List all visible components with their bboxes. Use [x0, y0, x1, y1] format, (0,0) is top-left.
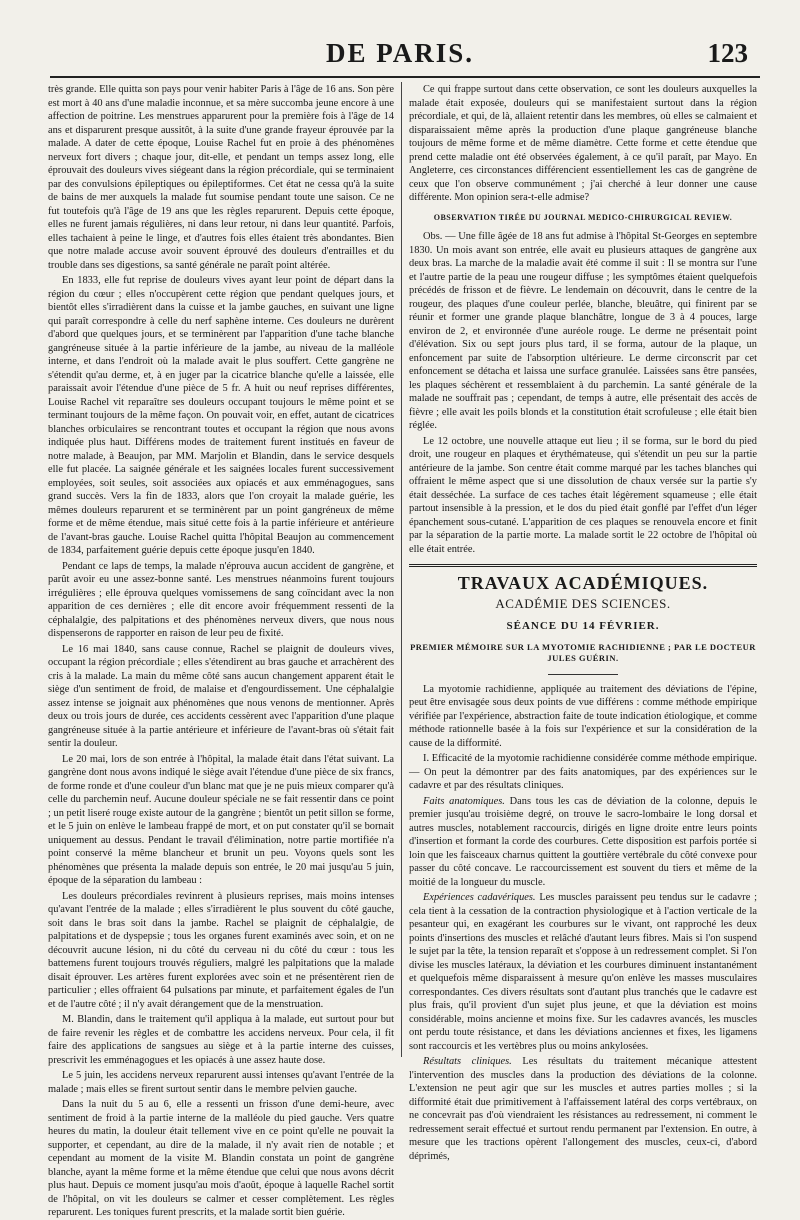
- session-date: SÉANCE DU 14 FÉVRIER.: [506, 620, 660, 632]
- memoir-title: PREMIER MÉMOIRE SUR LA MYOTOMIE RACHIDIENNE ; PAR LE DOCTEUR JULES GUÉRIN.: [410, 641, 756, 663]
- paragraph: Dans la nuit du 5 au 6, elle a ressenti un frisson d'une demi-heure, avec sentiment de froid à la partie interne de la malléole du pied gauche. Vers quatre heures du matin, la douleur était tellement vive en ce point qu'elle ne pouvait la supporter, et cependant, au dire de la malade, il n'y avait rien de notable ; et cependant au moment de la visite M. Blandin constata un point de gangrène blanche, ayant la même forme et la même étendue que celui que nous avons décrit plus haut. Depuis ce moment jusqu'au mois d'août, époque à laquelle Rachel sortit de l'hôpital, on vit les douleurs se calmer et cesser complètement. Les règles reparurent. Les toniques furent prescrits, et la malade sortit bien guérie.: [48, 1099, 394, 1218]
- section-title: TRAVAUX ACADÉMIQUES.: [457, 573, 709, 593]
- subsection-lead: Faits anatomiques.: [423, 795, 505, 807]
- paragraph: I. Efficacité de la myotomie rachidienne considérée comme méthode empirique. — On peut la démontrer par des faits anatomiques, par des expériences sur le cadavre et par des résultats cliniques.: [409, 753, 757, 791]
- paragraph: Pendant ce laps de temps, la malade n'éprouva aucun accident de gangrène, et parût avoir eu une assez-bonne santé. Les menstrues néanmoins furent toujours irrégulières ; elle éprouva quelques vomissemens de sang coïncidant avec la non apparition de ces dernières ; elle dit encore avoir fréquemment ressenti de la céphalalgie, des palpitations et des phénomènes nerveux divers, que nous nous dispenserons de rapporter en raison de leur peu de fixité.: [48, 560, 394, 639]
- paragraph: La myotomie rachidienne, appliquée au traitement des déviations de l'épine, peut être envisagée sous deux points de vue différens : comme méthode empirique vérifiée par l'expérience, abstraction faite de toute indication étiologique, et comme méthode rationnelle basée à la fois sur l'expérience et sur la considération de la cause de la difformité.: [409, 683, 757, 749]
- column-divider: [401, 82, 402, 1057]
- paragraph: [409, 795, 757, 890]
- page-number: 123: [707, 38, 748, 68]
- paragraph: Le 5 juin, les accidens nerveux reparurent aussi intenses qu'avant l'entrée de la malade ; mais elles se firent surtout sentir dans le membre pelvien gauche.: [48, 1070, 394, 1095]
- paragraph: Obs. — Une fille âgée de 18 ans fut admise à l'hôpital St-Georges en septembre 1830. Un mois avant son entrée, elle avait eu plusieurs attaques de gangrène aux deux bras. La marche de la maladie avait été comme il suit : Il se montra sur l'une et l'autre partie de la peau une rougeur diffuse ; les symptômes étaient quelquefois précédés de frisson et de fièvre. Le lendemain on découvrit, dans le centre de la rougeur, des plaques d'une couleur perlée, blanche, bleuâtre, qui finirent par se réunir et former une grande plaque blanchâtre, longue de 3 à 4 pouces, large environ de 2, et environnée d'une auréole rouge. Le derme ne présentait point d'élévation. Six ou sept jours plus tard, il se forma, autour de la plaque, un enfoncement par suite de l'absorption ultérieure. Le derme circonscrit par cet enfoncement se détacha et laissa une surface granulée. Laissées sans être pansées, les plaques séchèrent et ressemblaient à du parchemin. La santé générale de la malade ne souffrait pas ; cependant, de temps à autre, elle présentait des accès de fièvre ; elle avait les poils blonds et la constitution était scrofuleuse ; elle était bien réglée.: [409, 231, 757, 431]
- right-column: [409, 83, 758, 1162]
- paragraph: [409, 1055, 757, 1163]
- paragraph-body: Dans tous les cas de déviation de la colonne, depuis le premier jusqu'au troisième degré, on trouve le sacro-lombaire le long dorsal et autres muscles, notablement raccourcis, dirigés en ligne droite entre leurs points d'insertion et formant la corde des courbures. Cette disposition est parfois portée si loin que les faisceaux charnus quittent la gouttière vertébrale du côté convexe pour passer du côté concave. Le raccourcissement est souvent du tiers et même de la moitié de la longueur du muscle.: [409, 795, 757, 888]
- page-header: [30, 38, 770, 78]
- header-rule: [50, 76, 760, 78]
- paragraph: Le 16 mai 1840, sans cause connue, Rachel se plaignit de douleurs vives, occupant la région précordiale ; elles s'étendirent au bras gauche et arrachèrent des cris à la malade. La main du même côté sans aucun changement apparent était le siège d'un sentiment de froid, de malaise et d'engourdissement. Une céphalalgie assez intense se joignait aux phénomènes que nous venons de mentionner. Après deux ou trois jours de durée, ces accidents cessèrent avec l'apparition d'une plaque gangréneuse située à la partie antérieure et inférieure de l'avant-bras où s'était fait sentir la douleur.: [48, 643, 394, 749]
- paragraph: [409, 891, 757, 1053]
- paragraph: En 1833, elle fut reprise de douleurs vives ayant leur point de départ dans la région du cœur ; elles n'occupèrent cette région que pendant quelques jours, et bientôt elles s'irradièrent dans la cuisse et la jambe gauches, en suivant une ligne qui paraît correspondre à celle du nerf saphène interne. Ces douleurs ne durèrent d'abord que quelques jours, et se terminèrent par l'apparition d'une tache blanche gangréneuse située à la partie inférieure de la jambe, au niveau de la malléole interne, et dans l'endroit où la malade avait le plus souffert. Cette gangrène ne s'étendit qu'au derme, et, à en juger par la cicatrice blanche qu'elle a laissée, elle paraissait avoir l'étendue d'une pièce de 5 fr. A huit ou neuf reprises différentes, Louise Rachel vit reparaître ses douleurs occupant toujours le même point et se terminant toujours de la même façon. On pouvait voir, en effet, autant de cicatrices blanches orbiculaires se rencontrant toutes et occupant la région que nous avons indiquée plus haut. Différens modes de traitement furent institués en faveur de notre malade, à Beaujon, par MM. Marjolin et Blandin, dans le service desquels elle fut placée. La saignée générale et les saignées locales furent successivement employées, soit seules, soit associées aux opiacés et aux emménagogues, sans grand succès. Vers la fin de 1833, alors que l'on croyait la malade guérie, les mêmes douleurs reparurent et se terminèrent par un point gangréneux de même forme et de même étendue, mais situé cette fois à la partie inférieure et antérieure de l'avant-bras gauche. Louise Rachel quitta l'hôpital Beaujon au commencement de 1834, parfaitement guérie depuis cette époque jusqu'en 1840.: [48, 275, 394, 556]
- section-subtitle: ACADÉMIE DES SCIENCES.: [495, 595, 671, 611]
- subsection-lead: Expériences cadavériques.: [423, 892, 536, 903]
- running-title: DE PARIS.: [325, 38, 475, 68]
- section-separator: [409, 564, 757, 567]
- paragraph-body: Les muscles paraissent peu tendus sur le cadavre ; cela tient à la cessation de la contraction physiologique et à l'action verticale de la pesanteur qui, en exagérant les courbures sur le vivant, ont rapproché les deux points d'insertions des muscles et relâché d'autant leurs fibres. Mais si l'on suspend le sujet par la tête, la tension reparaît et s'oppose à un redressement complet. Si l'on divise les muscles latéraux, la déviation et les courbures diminuent instantanément et quelquefois même disparaissent à mesure qu'on enlève les masses musculaires correspondantes. Ces divers résultats sont d'autant plus tranchés que le cadavre est plus frais, qu'il provient d'un sujet plus jeune, et que la déviation est moins considérable, moins ancienne et moins fixe. Sur les cadavres avancés, les muscles ont perdu toute résistance, et dans les déviations anciennes et fixes, les ligamens sont raccourcis et les vertèbres plus ou moins ankylosées.: [409, 892, 757, 1052]
- paragraph: Ce qui frappe surtout dans cette observation, ce sont les douleurs auxquelles la malade était exposée, douleurs qui se manifestaient surtout dans la région précordiale, et qui, de là, allaient retentir dans les membres, où elles se calmaient et disparaissaient même après la production d'une plaque gangréneuse blanche toujours de même forme et de même diamètre. Cette forme et cette étendue que prend cette maladie ont été observées également, à ce qu'il paraît, par Mayo. En Angleterre, ces circonstances différencient essentiellement les cas de gangrène de ceux que l'on observe communément ; j'ai cherché à leur donner une cause différente. Mon opinion sera-t-elle admise?: [409, 84, 757, 203]
- paragraph-body: Les résultats du traitement mécanique attestent l'intervention des muscles dans la production des déviations de la colonne. L'extension ne peut agir que sur les muscles et autres parties molles ; si la difformité était due primitivement à l'affaissement latéral des corps vertébraux, on ne concevrait pas d'où viendraient les résistances au redressement, ni comment le redressement serait effectué et surtout rendu permanent par l'extension. En outre, à mesure que les tractions opèrent l'allongement des muscles, ceux-ci, d'abord déprimés,: [409, 1056, 758, 1162]
- paragraph: Le 12 octobre, une nouvelle attaque eut lieu ; il se forma, sur le bord du pied droit, une rougeur en plaques et érythémateuse, qui s'étendit un peu sur la partie antérieure de la jambe. Son centre était comme marqué par les taches blanches qui offraient le même aspect que si une dissolution de chaux versée sur la partie s'y était desséchée. La surface de ces taches était légèrement squameuse ; elle était partout insensible à la pression, et le dos du pied était gonflé par l'effet d'un léger épanchement sous-cutané. L'apparition de ces plaques se renouvela encore et finit par la séparation de la partie morte. La malade sortit le 22 octobre de l'hôpital où elle était entrée.: [409, 435, 757, 555]
- left-column: [48, 83, 394, 1218]
- paragraph: M. Blandin, dans le traitement qu'il appliqua à la malade, eut surtout pour but de faire revenir les règles et de combattre les accidens nerveux. Pour cela, il fit faire des applications de sangsues au siège et à la partie interne des cuisses, prescrivit les emménagogues et les opiacés à une assez haute dose.: [48, 1014, 394, 1066]
- short-rule: [548, 674, 618, 675]
- paragraph: Les douleurs précordiales revinrent à plusieurs reprises, mais moins intenses qu'avant l'entrée de la malade ; elles s'irradièrent le plus souvent du côté gauche, soit dans le bras soit dans la jambe. Rachel se plaignit de céphalalgie, de palpitations et de dyspepsie ; tous les organes furent examinés avec soin, et on ne découvrit aucune lésion, ni du côté du cerveau ni du côté du cœur : tous les battemens furent toujours trouvés réguliers, malgré les palpitations que la malade disait éprouver. Les artères furent explorées avec soin et ne présentèrent rien de particulier ; elles offraient 64 pulsations par minute, et parfaitement égales de l'un et de l'autre côté ; il n'y avait dérangement que de la menstruation.: [48, 890, 394, 1010]
- subsection-lead: Résultats cliniques.: [423, 1056, 512, 1067]
- paragraph: très grande. Elle quitta son pays pour venir habiter Paris à l'âge de 16 ans. Son père est mort à 40 ans d'une maladie inconnue, et sa mère succomba jeune encore à une affection de poitrine. Les menstrues apparurent pour la première fois à l'âge de 14 ans et disparurent presque aussitôt, à la suite d'une grande frayeur éprouvée par la malade. A dater de cette époque, Louise Rachel fut en proie à des phénomènes nerveux fort divers ; chaque jour, dit-elle, et pendant un temps assez long, elle éprouvait des douleurs vives siégeant dans la région précordiale, qui se terminaient par des convulsions épileptiques ou épileptiformes. Cet état ne cessa qu'à la suite de bains de mer auxquels la malade fut soumise pendant toute une saison. Ce ne fut toutefois qu'à l'âge de 19 ans que les règles reparurent. Depuis cette époque, elles ne furent jamais régulières, ni dans leur retour, ni dans leur quantité. Parfois, elles tachaient à peine le linge, et d'autres fois elles étaient très abondantes. Bien que notre malade accuse avoir souvent éprouvé des douleurs d'entrailles et du trouble dans ses digestions, sa santé générale ne paraît point altérée.: [48, 84, 394, 271]
- paragraph: Le 20 mai, lors de son entrée à l'hôpital, la malade était dans l'état suivant. La gangrène dont nous avons indiqué le siège avait l'étendue d'une pièce de six francs, de forme ronde et d'une couleur d'un blanc mat que je ne puis mieux comparer qu'à celle du parchemin neuf. Aucune douleur spéciale ne se fait ressentir dans ce point ; un petit liseré rouge existe autour de la gangrène ; bientôt un petit sillon se forme, et le 5 juin on enlève le lambeau frappé de mort, et on put constater qu'il se bornait uniquement au dessus. Pendant le travail d'élimination, notre partie mortifiée n'a point conservé la même blancheur et brunit un peu. Voyons quels sont les phénomènes que présenta la malade depuis son entrée, le 20 mai jusqu'au 5 juin, époque de la séparation du lambeau :: [48, 753, 394, 886]
- observation-heading: OBSERVATION TIRÉE DU JOURNAL MEDICO-CHIRURGICAL REVIEW.: [433, 212, 733, 222]
